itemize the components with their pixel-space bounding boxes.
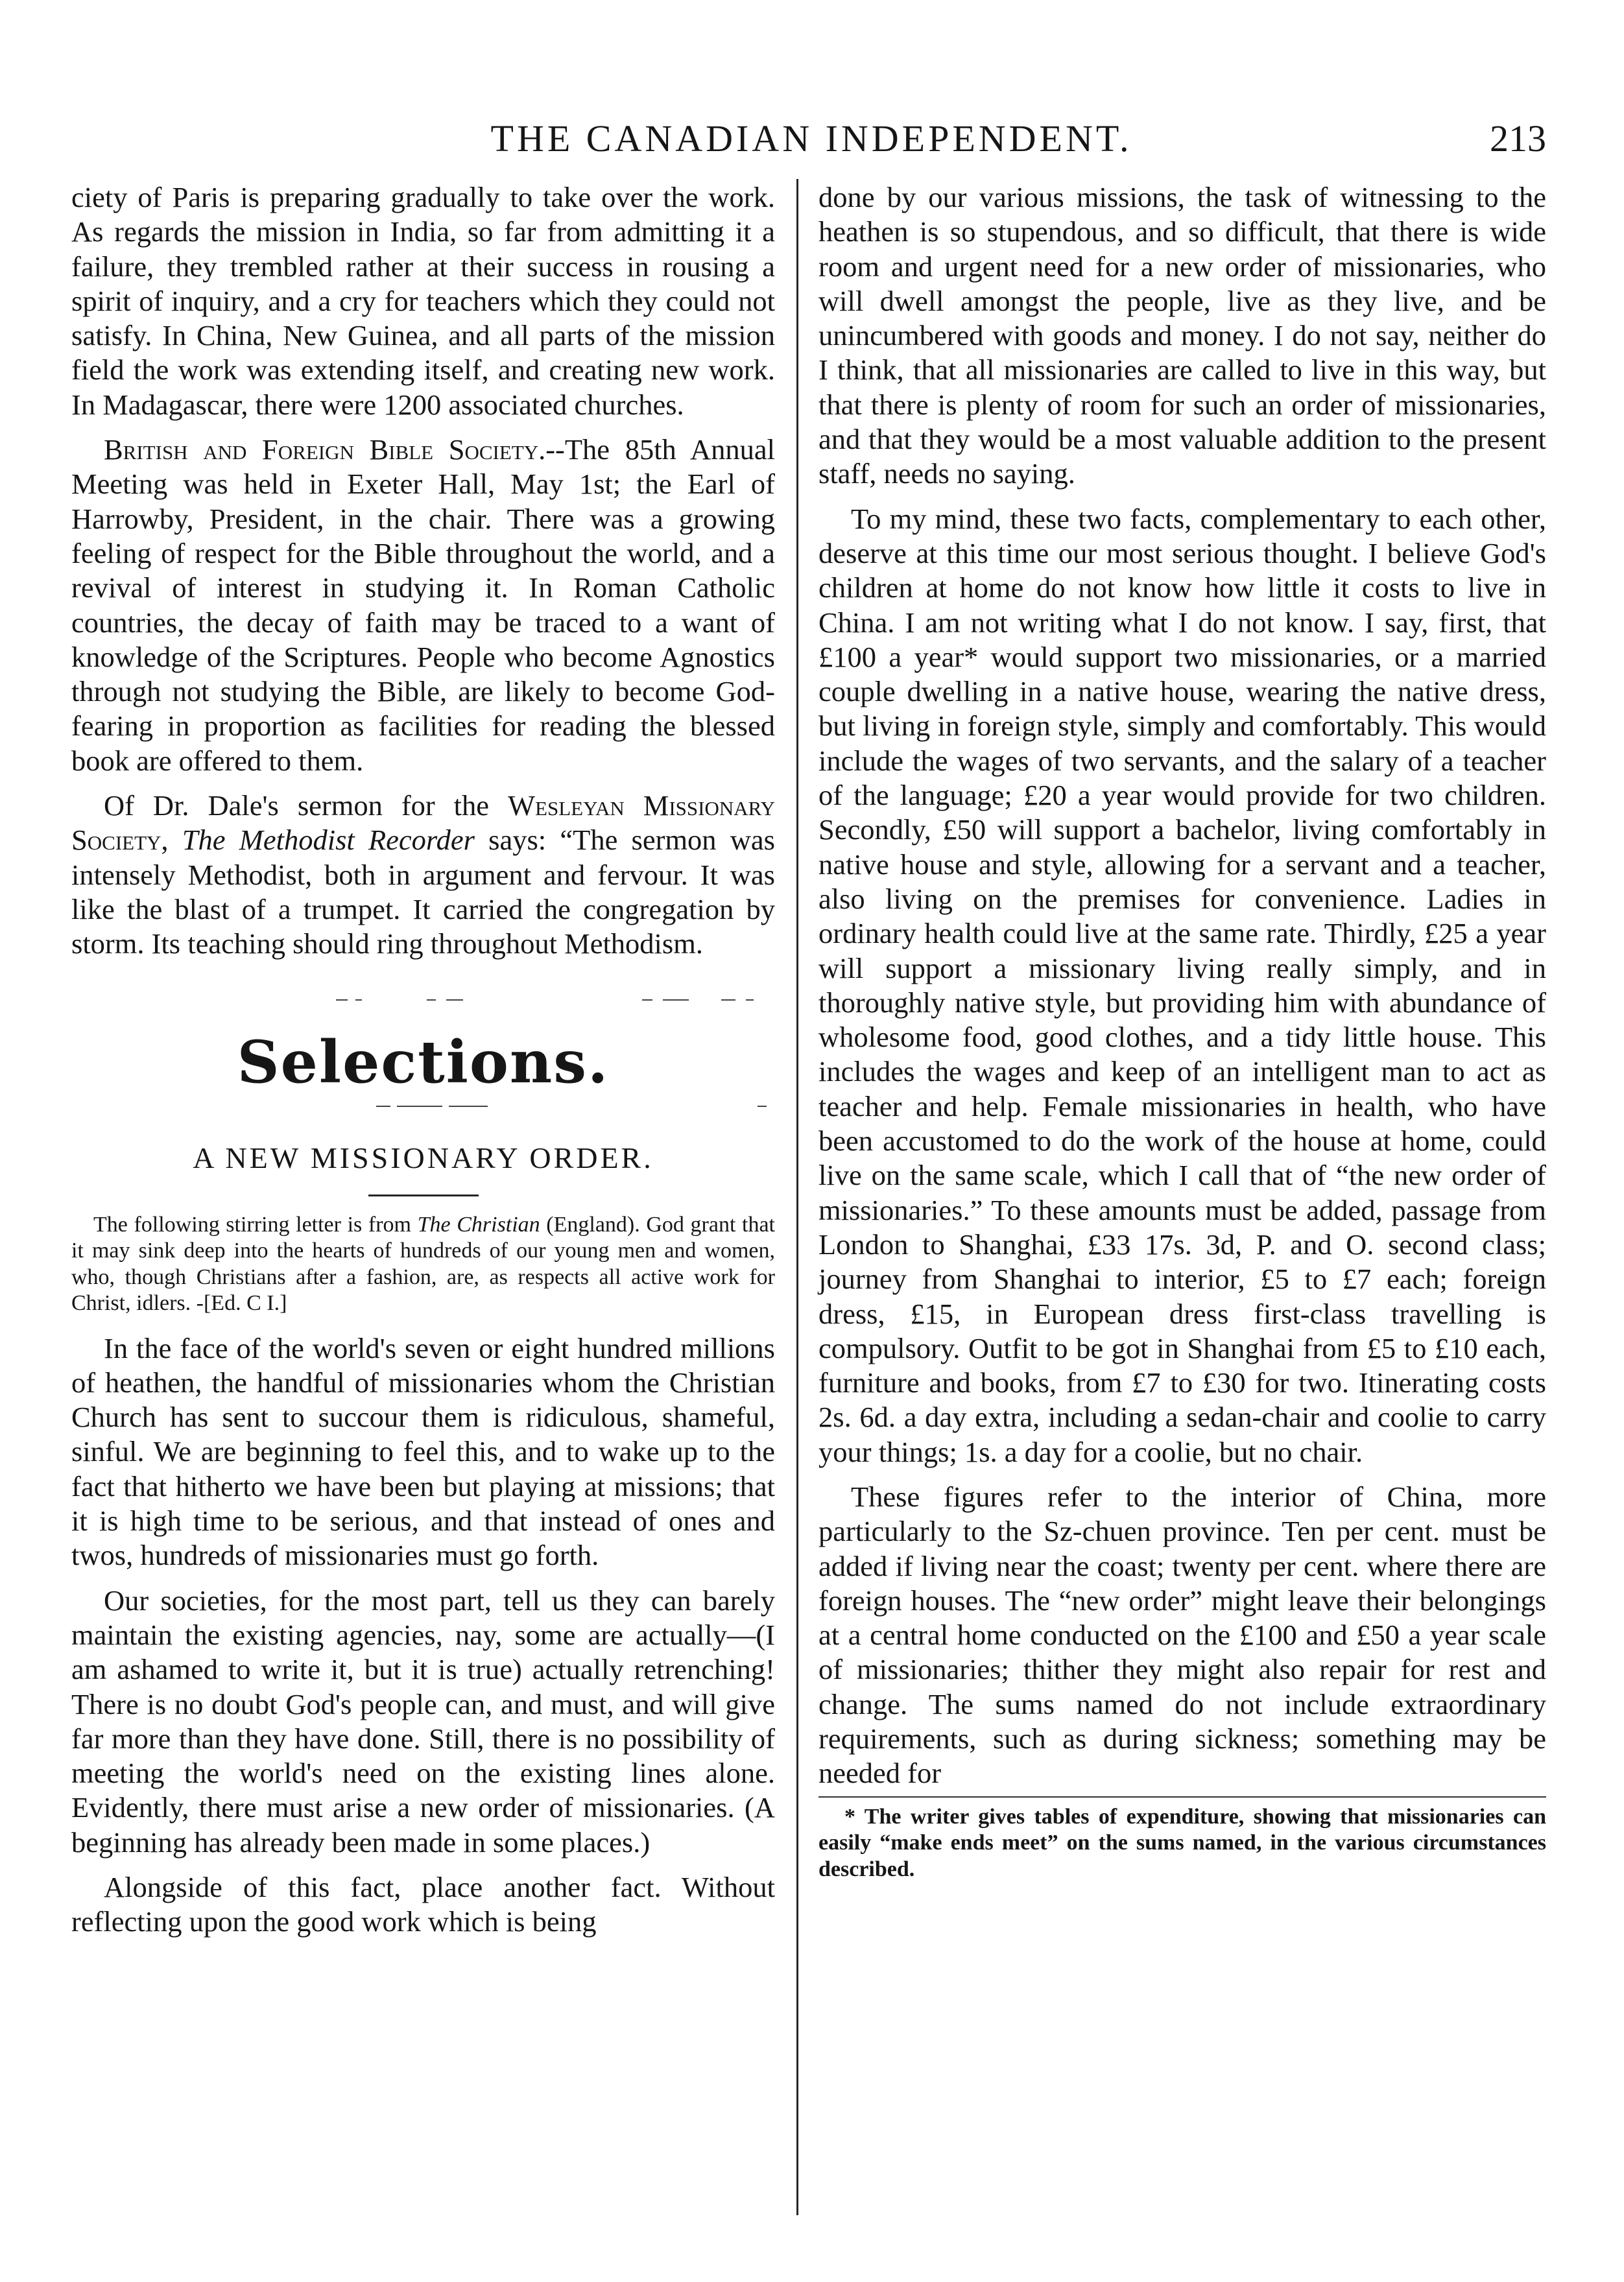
footnote: * The writer gives tables of expenditure, showing that missionaries can easily “make ends meet” on the sums named, in the various circumstances described.	[818, 1804, 1546, 1881]
paragraph-body: --The 85th Annual Meeting was held in Exeter Hall, May 1st; the Earl of Harrowby, President, in the chair. There was a growing feeling of respect for the Bible throughout the world, and a revival of interest in studying it. In Roman Catholic countries, the decay of faith may be traced to a want of knowledge of the Scriptures. People who become Agnostics through not studying the Bible, are likely to become God-fearing in proportion as facilities for reading the blessed book are offered to them.	[71, 433, 776, 777]
editor-note	[71, 1212, 775, 1317]
note-text: The following stirring letter is from	[93, 1212, 418, 1237]
paragraph: In the face of the world's seven or eight hundred millions of heathen, the handful of missionaries whom the Christian Church has sent to succour them is ridiculous, shameful, sinful. We are beginning to feel this, and to wake up to the fact that hitherto we have been but playing at missions; that it is high time to be serious, and that instead of ones and twos, hundreds of missionaries must go forth.	[71, 1331, 775, 1572]
section-divider	[71, 968, 775, 1040]
publication-title: The Methodist Recorder	[182, 824, 475, 857]
paragraph: To my mind, these two facts, complementary to each other, deserve at this time our most serious thought. I believe God's children at home do not know how little it costs to live in China. I am not writing what I do not know. I say, first, that £100 a year* would support two missionaries, or a married couple dwelling in a native house, wearing the native dress, but living in foreign style, simply and comfortably. This would include the wages of two servants, and the salary of a teacher of the language; £20 a year would provide for two children. Secondly, £50 will support a bachelor, living comfortably in native house and style, allowing for a servant and a teacher, also living on the premises for convenience. Ladies in ordinary health could live at the same rate. Thirdly, £25 a year will support a missionary living really simply, and in thoroughly native style, but providing him with abundance of wholesome food, good clothes, and a tidy little house. This includes the wages and keep of an intelligent man to act as teacher and help. Female missionaries in health, who have been accustomed to do the work of the house at home, could live on the same scale, which I call that of “the new order of missionaries.” To these amounts must be added, passage from London to Shanghai, £33 17s. 3d, P. and O. second class; journey from Shanghai to interior, £5 to £7 each; foreign dress, £15, in European dress first-class travelling is compulsory. Outfit to be got in Shanghai from £5 to £10 each, furniture and books, from £7 to £30 for two. Itinerating costs 2s. 6d. a day extra, including a sedan-chair and coolie to carry your things; 1s. a day for a coolie, but no chair.	[818, 502, 1546, 1468]
paragraph-text: says: “The sermon was intensely Methodist, both in argument and fervour. It was like the blast of a trumpet. It carried the congregation by storm. Its teaching should ring throughout Methodism.	[71, 824, 775, 960]
footnote-rule	[818, 1796, 1546, 1798]
section-rule	[71, 1097, 775, 1123]
column-rule	[796, 179, 798, 2215]
right-column	[818, 180, 1546, 1883]
paragraph: Alongside of this fact, place another fact. Without reflecting upon the good work which is being	[71, 1870, 775, 1938]
section-title: Selections.	[237, 1027, 610, 1097]
article-title: A NEW MISSIONARY ORDER.	[193, 1141, 654, 1174]
paragraph	[71, 433, 775, 778]
paragraph: Our societies, for the most part, tell us they can barely maintain the existing agencies, nay, some are actually—(I am ashamed to write it, but it is true) actually retrenching! There is no doubt God's people can, and must, and will give far more than they have done. Still, there is no possibility of meeting the world's need on the existing lines alone. Evidently, there must arise a new order of missionaries. (A beginning has already been made in some places.)	[71, 1584, 775, 1859]
page-header	[77, 117, 1546, 169]
paragraph-text: Of Dr. Dale's sermon for the	[104, 789, 508, 822]
paragraph: ciety of Paris is preparing gradually to take over the work. As regards the mission in India, so far from admitting it a failure, they trembled rather at their success in rousing a spirit of inquiry, and a cry for teachers which they could not satisfy. In China, New Guinea, and all parts of the mission field the work was extending itself, and creating new work. In Madagascar, there were 1200 associated churches.	[71, 181, 775, 421]
society-name: Wesleyan Missionary Society,	[71, 789, 775, 857]
publication-title: The Christian	[417, 1212, 540, 1237]
left-column	[71, 180, 775, 1940]
running-head: THE CANADIAN INDEPENDENT.	[490, 117, 1132, 160]
paragraph-lead: British and Foreign Bible Society.	[104, 433, 546, 466]
paragraph	[71, 789, 775, 961]
page-number: 213	[1490, 117, 1546, 160]
title-rule	[368, 1194, 479, 1196]
paragraph: done by our various missions, the task of witnessing to the heathen is so stupendous, and so difficult, that there is wide room and urgent need for a new order of missionaries, who will dwell amongst the people, live as they live, and be unincumbered with goods and money. I do not say, neither do I think, that all missionaries are called to live in this way, but that there is plenty of room for such an order of missionaries, and that they would be a most valuable addition to the present staff, needs no saying.	[818, 181, 1546, 490]
paragraph: These figures refer to the interior of China, more particularly to the Sz-chuen province. Ten per cent. must be added if living near the coast; twenty per cent. where there are foreign houses. The “new order” might leave their belongings at a central home conducted on the £100 and £50 a year scale of missionaries; thither they might also repair for rest and change. The sums named do not include extraordinary requirements, such as during sickness; something may be needed for	[818, 1480, 1546, 1790]
note-text: (England). God grant that it may sink deep into the hearts of hundreds of our young men and women, who, though Christians after a fashion, are, as respects all active work for Christ, idlers. -[Ed. C I.]	[71, 1212, 775, 1316]
